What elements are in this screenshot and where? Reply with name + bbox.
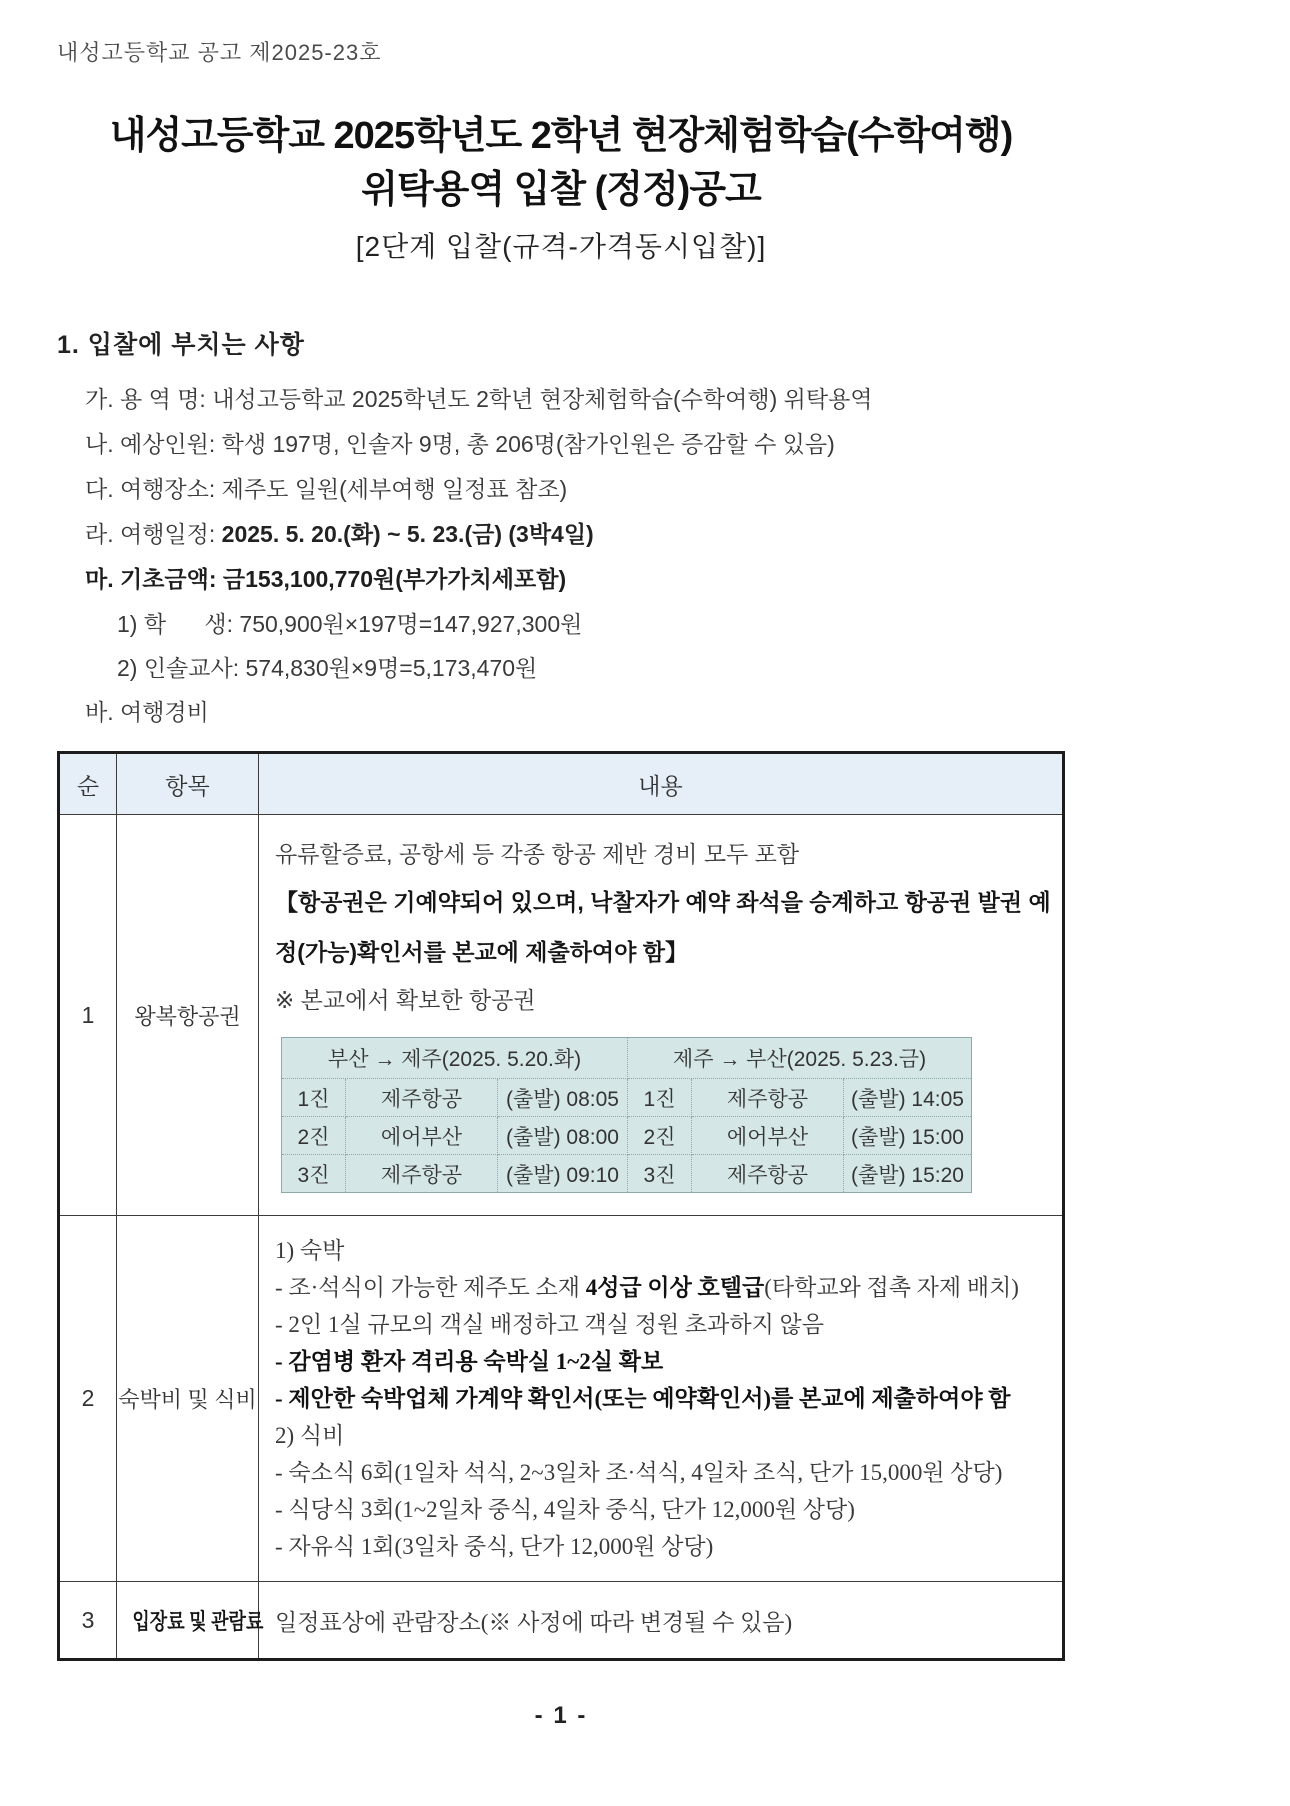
header-cell-no: 순 — [59, 753, 117, 815]
flight-time: (출발) 09:10 — [498, 1155, 628, 1193]
flight-time: (출발) 14:05 — [844, 1079, 972, 1117]
cost-row-lodging-meals — [59, 1216, 1064, 1582]
title-line-1: 내성고등학교 2025학년도 2학년 현장체험학습(수학여행) — [109, 115, 1013, 157]
row2-line-4 — [275, 1343, 1052, 1380]
flight-airline: 에어부산 — [346, 1117, 498, 1155]
header-cell-item: 항목 — [117, 753, 259, 815]
flight-header-row — [282, 1038, 972, 1079]
flight-group: 2진 — [628, 1117, 692, 1155]
row2-line-2-bold: 4성급 이상 호텔급 — [585, 1275, 765, 1300]
item-expected-people: 나. 예상인원: 학생 197명, 인솔자 9명, 총 206명(참가인원은 증감할 수 있음) — [85, 431, 835, 457]
row2-no: 2 — [59, 1216, 117, 1582]
title-line-2: 위탁용역 입찰 (정정)공고 — [361, 169, 761, 211]
row3-item — [117, 1582, 264, 1660]
flight-group: 3진 — [628, 1155, 692, 1193]
flight-airline: 제주항공 — [346, 1155, 498, 1193]
row2-line-3: - 2인 1실 규모의 객실 배정하고 객실 정원 초과하지 않음 — [275, 1312, 824, 1337]
row1-item: 왕복항공권 — [117, 815, 259, 1216]
row2-line-8: - 식당식 3회(1~2일차 중식, 4일차 중식, 단가 12,000원 상당) — [275, 1497, 855, 1522]
row2-line-9: - 자유식 1회(3일차 중식, 단가 12,000원 상당) — [275, 1534, 714, 1559]
flight-airline: 에어부산 — [692, 1117, 844, 1155]
row2-line-7: - 숙소식 6회(1일차 석식, 2~3일차 조·석식, 4일차 조식, 단가 15,000원 상당) — [275, 1460, 1003, 1485]
row3-content: 일정표상에 관람장소(※ 사정에 따라 변경될 수 있음) — [259, 1582, 1064, 1660]
flight-group: 1진 — [282, 1079, 346, 1117]
row1-line-2: 【항공권은 기예약되어 있으며, 낙찰자가 예약 좌석을 승계하고 항공권 발권 예정(가능)확인서를 본교에 제출하여야 함】 — [275, 889, 1051, 965]
flight-header-return: 제주 → 부산(2025. 5.23.금) — [628, 1038, 972, 1079]
flight-group: 2진 — [282, 1117, 346, 1155]
document-title-block — [57, 109, 1065, 265]
section-1-heading: 1. 입찰에 부치는 사항 — [57, 331, 305, 359]
item-schedule — [57, 512, 1065, 557]
row2-line-5 — [275, 1380, 1052, 1417]
row2-line-2-pre: - 조·석식이 가능한 제주도 소재 — [275, 1275, 586, 1300]
row2-line-5-bold: - 제안한 숙박업체 가계약 확인서(또는 예약확인서)를 본교에 제출하여야 함 — [275, 1386, 1011, 1411]
cost-table-header-row — [59, 753, 1064, 815]
cost-table — [57, 751, 1065, 1661]
row1-content — [259, 815, 1064, 1216]
row1-line-1: 유류할증료, 공항세 등 각종 항공 제반 경비 모두 포함 — [275, 841, 800, 867]
cost-row-flights — [59, 815, 1064, 1216]
item-schedule-value: 2025. 5. 20.(화) ~ 5. 23.(금) (3박4일) — [221, 521, 594, 547]
row1-no: 1 — [59, 815, 117, 1216]
flight-row-3 — [282, 1155, 972, 1193]
row2-line-2-post: (타학교와 접촉 자제 배치) — [764, 1275, 1019, 1300]
row1-line-3: ※ 본교에서 확보한 항공권 — [275, 987, 536, 1013]
row2-line-4-bold: - 감염병 환자 격리용 숙박실 1~2실 확보 — [275, 1349, 664, 1374]
row2-line-1: 1) 숙박 — [275, 1238, 345, 1263]
row2-line-2 — [275, 1269, 1052, 1306]
row2-item: 숙박비 및 식비 — [117, 1216, 259, 1582]
item-base-amount: 마. 기초금액: 금153,100,770원(부가가치세포함) — [85, 566, 567, 592]
flight-time: (출발) 08:05 — [498, 1079, 628, 1117]
subitem-teacher-cost: 2) 인솔교사: 574,830원×9명=5,173,470원 — [117, 655, 538, 681]
notice-number: 내성고등학교 공고 제2025-23호 — [57, 40, 382, 65]
flight-row-1 — [282, 1079, 972, 1117]
title-subtitle: [2단계 입찰(규격-가격동시입찰)] — [355, 231, 767, 262]
item-schedule-label: 라. 여행일정: — [85, 521, 222, 547]
subitem-student-cost: 1) 학 생: 750,900원×197명=147,927,300원 — [117, 611, 583, 637]
flight-time: (출발) 15:00 — [844, 1117, 972, 1155]
flight-airline: 제주항공 — [692, 1079, 844, 1117]
flight-time: (출발) 15:20 — [844, 1155, 972, 1193]
row3-no: 3 — [59, 1582, 117, 1660]
flight-row-2 — [282, 1117, 972, 1155]
item-travel-expense: 바. 여행경비 — [85, 699, 209, 725]
flight-table — [281, 1037, 972, 1193]
header-cell-content: 내용 — [259, 753, 1064, 815]
row3-item-label: 입장료 및 관람료 — [132, 1608, 264, 1634]
flight-airline: 제주항공 — [346, 1079, 498, 1117]
flight-time: (출발) 08:00 — [498, 1117, 628, 1155]
item-service-name: 가. 용 역 명: 내성고등학교 2025학년도 2학년 현장체험학습(수학여행) 위탁용역 — [85, 386, 873, 412]
section-1-items — [57, 377, 1065, 735]
flight-group: 1진 — [628, 1079, 692, 1117]
row2-line-6: 2) 식비 — [275, 1423, 345, 1448]
flight-group: 3진 — [282, 1155, 346, 1193]
row2-content — [259, 1216, 1064, 1582]
flight-header-outbound: 부산 → 제주(2025. 5.20.화) — [282, 1038, 628, 1079]
cost-row-admission — [59, 1582, 1064, 1660]
page-number: - 1 - — [534, 1702, 588, 1729]
item-destination: 다. 여행장소: 제주도 일원(세부여행 일정표 참조) — [85, 476, 568, 502]
flight-airline: 제주항공 — [692, 1155, 844, 1193]
